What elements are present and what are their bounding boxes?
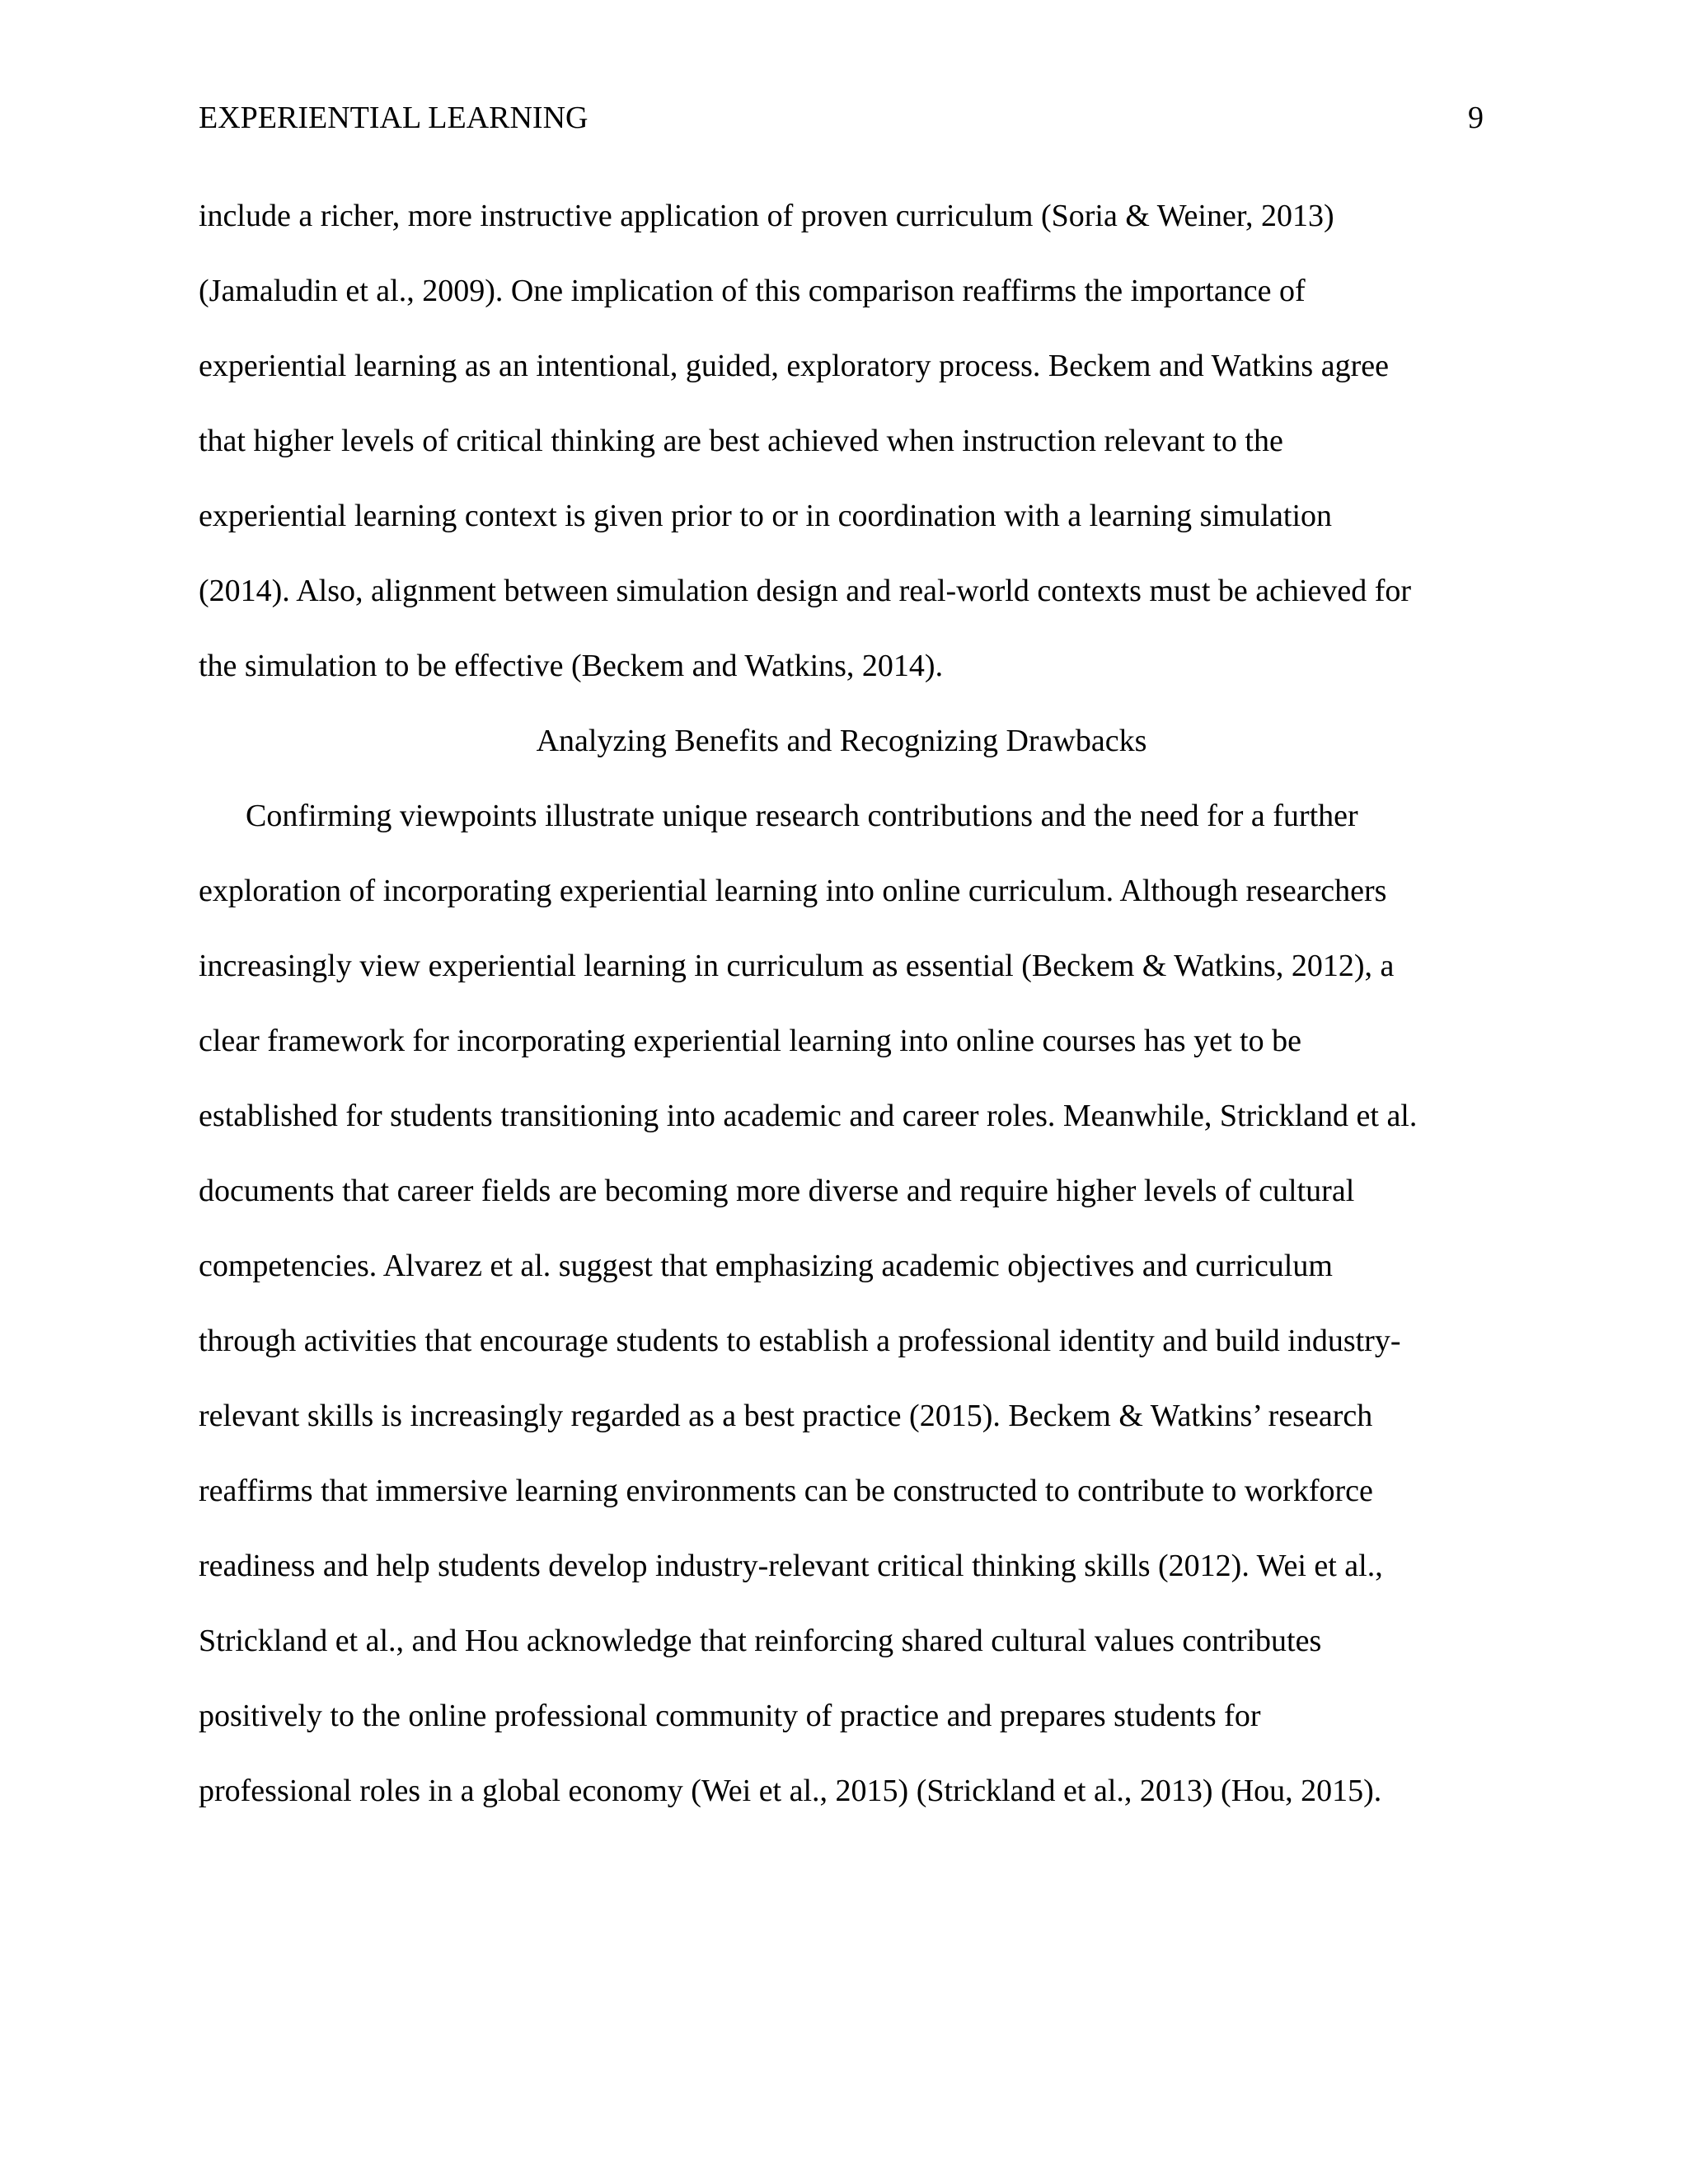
paragraph-line: that higher levels of critical thinking are best achieved when instruction relevant to the xyxy=(199,424,1283,458)
paragraph-line: reaffirms that immersive learning environments can be constructed to contribute to workforce xyxy=(199,1474,1373,1508)
section-heading: Analyzing Benefits and Recognizing Drawbacks xyxy=(536,724,1147,758)
running-head: EXPERIENTIAL LEARNING xyxy=(199,101,588,135)
paragraph-line: Strickland et al., and Hou acknowledge that reinforcing shared cultural values contributes xyxy=(199,1624,1322,1658)
paragraph-line: through activities that encourage students to establish a professional identity and build industry- xyxy=(199,1324,1401,1358)
paragraph-line: documents that career fields are becoming more diverse and require higher levels of cultural xyxy=(199,1174,1355,1208)
page-number: 9 xyxy=(1468,101,1484,135)
paragraph-line: the simulation to be effective (Beckem and Watkins, 2014). xyxy=(199,649,944,683)
paragraph-line: (2014). Also, alignment between simulation design and real-world contexts must be achieved for xyxy=(199,574,1412,608)
paragraph-line: professional roles in a global economy (Wei et al., 2015) (Strickland et al., 2013) (Hou, 2015). xyxy=(199,1774,1382,1808)
paragraph-line: experiential learning as an intentional, guided, exploratory process. Beckem and Watkins agree xyxy=(199,349,1389,383)
paragraph-line: increasingly view experiential learning in curriculum as essential (Beckem & Watkins, 2012), a xyxy=(199,949,1395,983)
paragraph-line: competencies. Alvarez et al. suggest that emphasizing academic objectives and curriculum xyxy=(199,1249,1333,1283)
paragraph-line: include a richer, more instructive application of proven curriculum (Soria & Weiner, 2013) xyxy=(199,199,1334,233)
paragraph-line: exploration of incorporating experiential learning into online curriculum. Although researchers xyxy=(199,874,1387,908)
paragraph-line: experiential learning context is given prior to or in coordination with a learning simulation xyxy=(199,499,1333,533)
paragraph-line: readiness and help students develop industry-relevant critical thinking skills (2012). Wei et al., xyxy=(199,1549,1383,1583)
paragraph-line: positively to the online professional community of practice and prepares students for xyxy=(199,1699,1261,1733)
paragraph-line: Confirming viewpoints illustrate unique research contributions and the need for a further xyxy=(246,799,1358,833)
paragraph-line: clear framework for incorporating experiential learning into online courses has yet to be xyxy=(199,1024,1301,1058)
paragraph-line: relevant skills is increasingly regarded as a best practice (2015). Beckem & Watkins’ research xyxy=(199,1399,1373,1433)
paragraph-line: established for students transitioning into academic and career roles. Meanwhile, Strickland et al. xyxy=(199,1099,1418,1133)
paragraph-line: (Jamaludin et al., 2009). One implication of this comparison reaffirms the importance of xyxy=(199,274,1306,308)
